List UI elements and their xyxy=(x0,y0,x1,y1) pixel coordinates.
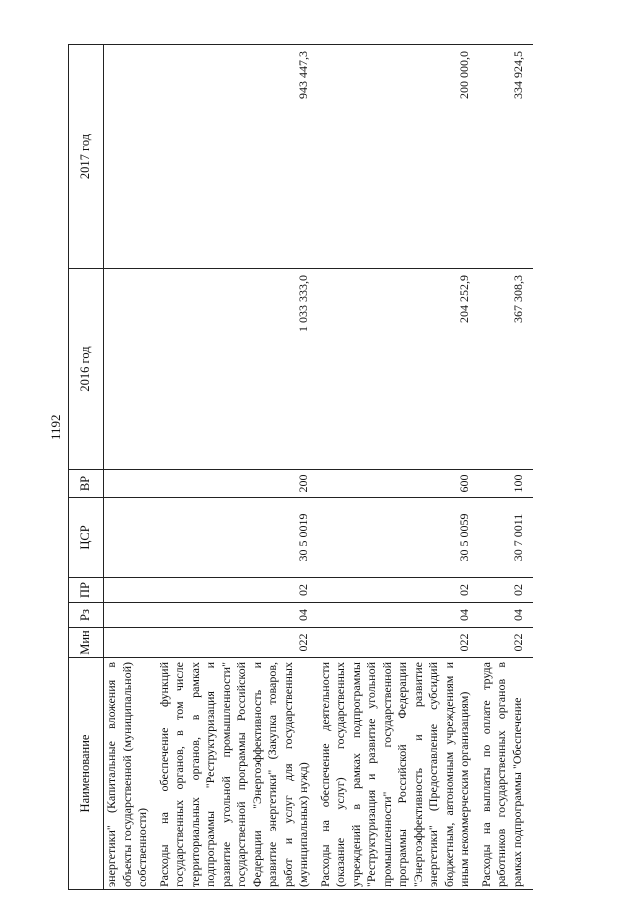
table-row xyxy=(479,45,533,890)
header-2017: 2017 год xyxy=(69,45,104,269)
row-min: 022 xyxy=(479,628,533,658)
row-csr: 30 5 0059 xyxy=(318,498,479,578)
row-vr: 200 xyxy=(157,470,318,498)
row-csr: 30 5 0019 xyxy=(157,498,318,578)
budget-table-page xyxy=(68,45,608,890)
row-2016: 204 252,9 xyxy=(318,269,479,470)
row-2016: 367 308,3 xyxy=(479,269,533,470)
header-vr: ВР xyxy=(69,470,104,498)
row-name: энергетики" (Капитальные вложения в объекты государственной (муниципальной) собственности) xyxy=(104,658,157,890)
row-min: 022 xyxy=(318,628,479,658)
header-rz: Рз xyxy=(69,603,104,628)
row-pr xyxy=(104,578,157,603)
row-2017: 943 447,3 xyxy=(157,45,318,269)
row-name: Расходы на обеспечение деятельности (оказание услуг) государственных учреждений в рамках подпрограммы "Реструктуризация и развитие угольной промышленности" государственной программы Российской Федерации "Энергоэффективность и развитие энергетики" (Предоставление субсидий бюджетным, автономным учреждениям и иным некоммерческим организациям) xyxy=(318,658,479,890)
row-rz: 04 xyxy=(479,603,533,628)
table-row xyxy=(104,45,157,890)
row-2016: 1 033 333,0 xyxy=(157,269,318,470)
row-csr: 30 7 0011 xyxy=(479,498,533,578)
row-2016 xyxy=(104,269,157,470)
row-rz xyxy=(104,603,157,628)
row-rz: 04 xyxy=(318,603,479,628)
row-pr: 02 xyxy=(479,578,533,603)
row-name: Расходы на выплаты по оплате труда работников государственных органов в рамках подпрограммы "Обеспечение xyxy=(479,658,533,890)
row-min xyxy=(104,628,157,658)
header-name: Наименование xyxy=(69,658,104,890)
row-csr xyxy=(104,498,157,578)
header-min: Мин xyxy=(69,628,104,658)
row-rz: 04 xyxy=(157,603,318,628)
row-pr: 02 xyxy=(318,578,479,603)
row-2017 xyxy=(104,45,157,269)
row-vr: 600 xyxy=(318,470,479,498)
header-2016: 2016 год xyxy=(69,269,104,470)
page-number: 1192 xyxy=(48,414,63,440)
table-row xyxy=(318,45,479,890)
row-min: 022 xyxy=(157,628,318,658)
row-vr xyxy=(104,470,157,498)
row-pr: 02 xyxy=(157,578,318,603)
header-csr: ЦСР xyxy=(69,498,104,578)
table-header-row xyxy=(69,45,104,890)
row-2017: 200 000,0 xyxy=(318,45,479,269)
row-2017: 334 924,5 xyxy=(479,45,533,269)
row-name: Расходы на обеспечение функций государственных органов, в том числе территориальных органов, в рамках подпрограммы "Реструктуризация и развитие угольной промышленности" государственной программы Российской Федерации "Энергоэффективность и развитие энергетики" (Закупка товаров, работ и услуг для государственных (муниципальных) нужд) xyxy=(157,658,318,890)
budget-table xyxy=(68,44,533,890)
header-pr: ПР xyxy=(69,578,104,603)
row-vr: 100 xyxy=(479,470,533,498)
table-row xyxy=(157,45,318,890)
